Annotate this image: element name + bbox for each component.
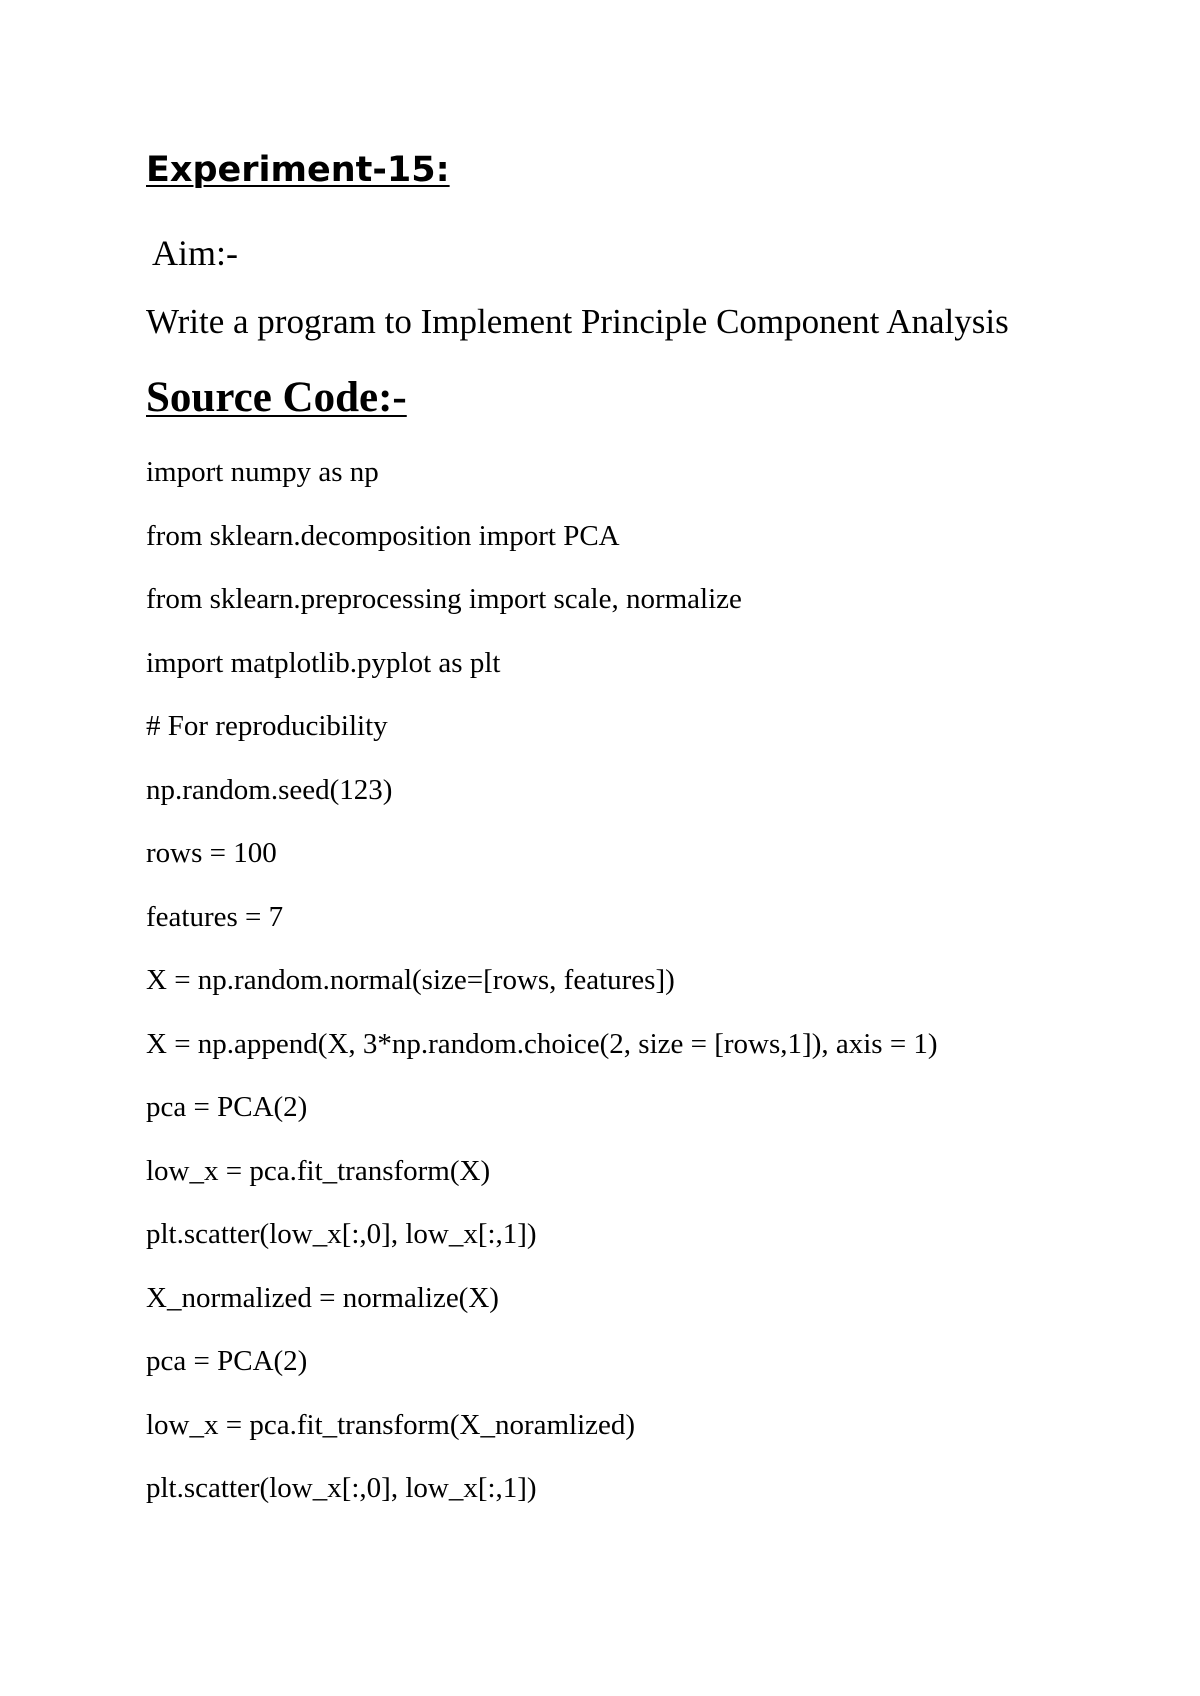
code-line: from sklearn.preprocessing import scale, normalize xyxy=(146,583,742,615)
code-line: # For reproducibility xyxy=(146,710,388,742)
code-line: from sklearn.decomposition import PCA xyxy=(146,519,620,552)
experiment-heading: Experiment-15: xyxy=(146,150,450,190)
source-code-heading: Source Code:- xyxy=(146,374,407,421)
code-line: low_x = pca.fit_transform(X_noramlized) xyxy=(146,1408,636,1441)
code-line: plt.scatter(low_x[:,0], low_x[:,1]) xyxy=(146,1472,537,1504)
code-line: X_normalized = normalize(X) xyxy=(146,1281,499,1314)
code-listing xyxy=(146,452,938,1532)
code-line: features = 7 xyxy=(146,900,284,933)
code-line: pca = PCA(2) xyxy=(146,1091,308,1123)
aim-label: Aim:- xyxy=(152,233,238,273)
code-line: import numpy as np xyxy=(146,456,379,488)
aim-text: Write a program to Implement Principle Component Analysis xyxy=(146,302,1009,341)
code-line: np.random.seed(123) xyxy=(146,773,393,806)
code-line: import matplotlib.pyplot as plt xyxy=(146,646,501,679)
code-line: plt.scatter(low_x[:,0], low_x[:,1]) xyxy=(146,1218,537,1250)
code-line: rows = 100 xyxy=(146,837,277,869)
code-line: X = np.random.normal(size=[rows, features]) xyxy=(146,964,675,996)
code-line: low_x = pca.fit_transform(X) xyxy=(146,1154,491,1187)
code-line: pca = PCA(2) xyxy=(146,1345,308,1377)
code-line: X = np.append(X, 3*np.random.choice(2, size = [rows,1]), axis = 1) xyxy=(146,1027,938,1060)
